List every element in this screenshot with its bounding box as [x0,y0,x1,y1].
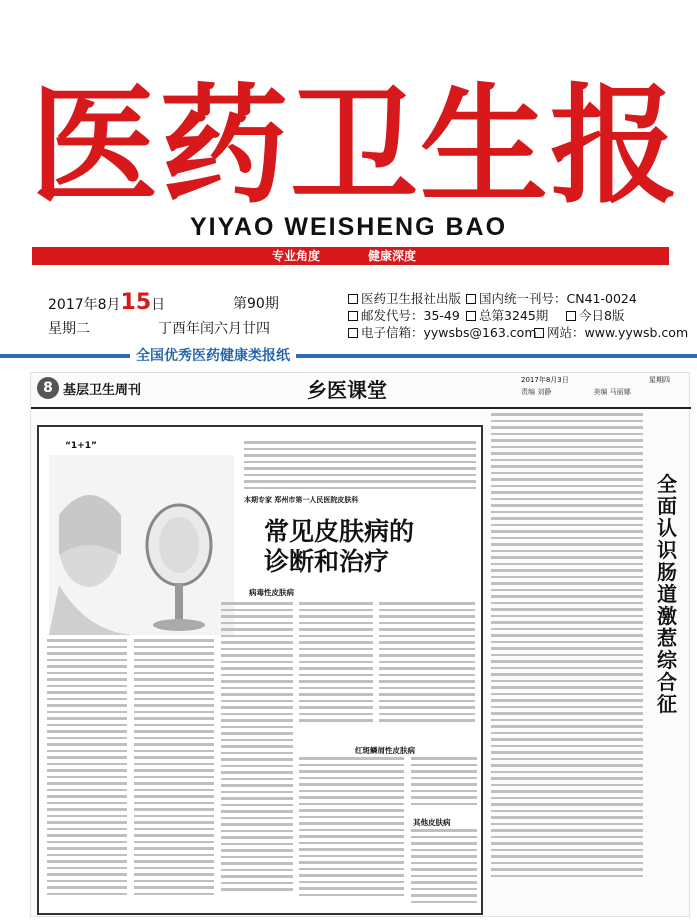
article-headline [264,517,484,577]
article-body-col-6 [299,757,404,909]
issue-weekday: 星期二 [48,321,90,337]
article-body-col-8 [411,757,477,813]
inner-page-header [31,373,691,409]
checkbox-icon [348,328,358,338]
section-name: 基层卫生周刊 [63,383,142,398]
inner-page-preview [30,372,690,917]
side-title-char: 惹 [657,626,677,650]
logo-char-4: 生 [420,71,549,215]
issue-day: 15 [120,290,152,315]
logo-char-5: 报 [550,71,679,215]
side-title-char: 全 [657,472,677,496]
banner-label: 全国优秀医药健康类报纸 [130,347,296,365]
designer-credit: 美编 马丽娜 [593,388,631,396]
email-info[interactable] [348,324,537,341]
side-article-title [649,473,685,715]
article-frame [37,425,483,915]
side-article-body [491,413,643,913]
banner-line [0,354,697,358]
article-body-col-3 [221,602,293,910]
email-text[interactable]: 电子信箱：yywsbs@163.com [361,325,537,340]
cn-label: 国内统一刊号： [479,291,567,306]
article-body-col-4 [299,602,373,732]
issue-date-prefix: 2017年8月 [48,297,121,313]
page-number-badge: 8 [37,377,59,399]
checkbox-icon [348,294,358,304]
pages-text: 今日8版 [579,308,625,323]
website-info[interactable] [534,324,688,341]
checkbox-icon [348,311,358,321]
publisher-text: 医药卫生报社出版 [361,291,462,306]
side-title-char: 征 [657,692,677,716]
checkbox-icon [466,294,476,304]
inner-page-weekday: 星期四 [649,376,670,384]
article-body-col-1 [47,639,127,909]
checkbox-icon [566,311,576,321]
publisher-info [348,290,461,307]
article-lead [244,441,476,491]
logo-char-1: 医 [30,71,159,215]
article-tag: “1+1” [65,441,97,451]
woman-mirror-photo [49,455,234,635]
side-title-char: 识 [657,538,677,562]
checkbox-icon [534,328,544,338]
editor-credit: 责编 刘静 [521,388,552,396]
inner-page-editors [521,387,691,397]
banner-bar [0,347,697,365]
newspaper-logo [20,60,680,215]
side-title-char: 合 [657,670,677,694]
slogan-left: 专业角度 [272,249,321,263]
article-body-col-7 [411,829,477,909]
issue-lunar-date: 丁酉年闰六月廿四 [158,321,270,337]
article-byline: 本期专家 郑州市第一人民医院皮肤科 [244,496,359,504]
side-title-char: 综 [657,648,677,672]
total-issue-info [466,307,548,324]
logo-char-3: 卫 [290,71,419,215]
side-title-char: 道 [657,582,677,606]
subhead-erythema: 红斑鳞屑性皮肤病 [355,746,415,755]
side-title-char: 肠 [657,560,677,584]
side-title-char: 面 [657,494,677,518]
subhead-viral: 病毒性皮肤病 [249,588,294,597]
side-title-char: 认 [657,516,677,540]
postal-text: 邮发代号：35-49 [361,308,460,323]
checkbox-icon [466,311,476,321]
issue-number: 第90期 [233,296,279,312]
logo-char-2: 药 [160,71,289,215]
masthead [0,0,697,258]
total-issue-text: 总第3245期 [479,308,549,323]
cn-info [466,290,637,307]
column-title: 乡医课堂 [307,378,387,402]
article-body-col-5 [379,602,475,732]
masthead-pinyin: YIYAO WEISHENG BAO [189,213,508,241]
headline-line-2: 诊断和治疗 [264,547,390,576]
slogan-right: 健康深度 [368,249,417,263]
inner-page-date: 2017年8月3日 [521,376,569,384]
issue-date-suffix: 日 [151,297,166,313]
postal-info [348,307,460,324]
website-text[interactable]: 网站：www.yywsb.com [547,325,689,340]
subhead-other: 其他皮肤病 [413,818,451,827]
pages-info [566,307,624,324]
article-body-col-2 [134,639,214,909]
headline-line-1: 常见皮肤病的 [264,517,415,546]
issue-date [48,290,165,315]
slogan-bar [32,247,669,265]
cn-value: CN41-0024 [566,291,637,306]
side-title-char: 激 [657,604,677,628]
